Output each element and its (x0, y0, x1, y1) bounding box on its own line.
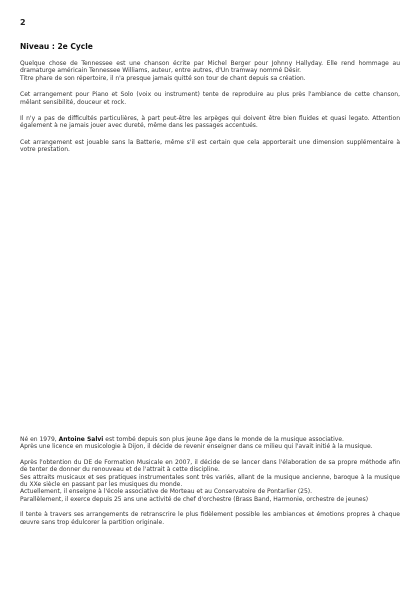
bio-paragraph-2 (20, 459, 400, 503)
level-label: Niveau : (20, 42, 58, 51)
author-name: Antoine Salvi (58, 436, 104, 443)
bio-line: Actuellement, il enseigne à l'école associative de Morteau et au Conservatoire de Pontarlier (25). (20, 488, 313, 496)
bio-line: Ses attraits musicaux et ses pratiques instrumentales sont très variés, allant de la musique ancienne, baroque à la musique du XXe siècle en passant par les musiques du monde. (20, 473, 400, 489)
description-line: Cet arrangement est jouable sans la Batterie, même s'il est certain que cela apporterait une dimension supplémentaire à votre prestation. (20, 138, 400, 154)
bio-line: Après une licence en musicologie à Dijon, il décide de revenir enseigner dans ce milieu qui l'avait initié à la musique. (20, 443, 373, 451)
description-paragraph-2 (20, 91, 400, 106)
description-paragraph-1 (20, 60, 400, 82)
level-heading (20, 42, 93, 51)
bio-intro-line (20, 436, 400, 443)
description-line: Cet arrangement pour Piano et Solo (voix ou instrument) tente de reproduire au plus près l'ambiance de cette chanson, mêlant sensibilité, douceur et rock. (20, 91, 400, 106)
description-line: Titre phare de son répertoire, il n'a presque jamais quitté son tour de chant depuis sa création. (20, 74, 306, 82)
bio-intro-before: Né en 1979, (20, 436, 59, 443)
level-value: 2e Cycle (57, 42, 93, 51)
bio-intro-after: est tombé depuis son plus jeune âge dans le monde de la musique associative. (103, 436, 344, 443)
description-paragraph-4 (20, 139, 400, 154)
bio-line: Il tente à travers ses arrangements de retranscrire le plus fidèlement possible les ambiances et émotions propres à chaque œuvre sans trop édulcorer la partition originale. (20, 511, 400, 526)
page-number: 2 (20, 18, 26, 27)
description-line: Quelque chose de Tennessee est une chanson écrite par Michel Berger pour Johnny Hallyday. Elle rend hommage au dramaturge américain Tennessee Williams, auteur, entre autres, d'Un tramway nommé Désir. (20, 60, 400, 75)
description-section (20, 60, 400, 163)
description-paragraph-3 (20, 115, 400, 130)
author-bio-section (20, 436, 400, 534)
bio-intro-paragraph (20, 436, 400, 451)
bio-line: Après l'obtention du DE de Formation Musicale en 2007, il décide de se lancer dans l'élaboration de sa propre méthode afin de tenter de donner du renouveau et de l'attrait à cette discipline. (20, 458, 400, 474)
bio-paragraph-3 (20, 511, 400, 526)
description-line: Il n'y a pas de difficultés particulières, à part peut-être les arpèges qui doivent être bien fluides et quasi legato. Attention également à ne jamais jouer avec dureté, même dans les passages accentués. (20, 115, 400, 130)
bio-line: Parallèlement, il exerce depuis 25 ans une activité de chef d'orchestre (Brass Band, Harmonie, orchestre de jeunes) (20, 495, 369, 503)
